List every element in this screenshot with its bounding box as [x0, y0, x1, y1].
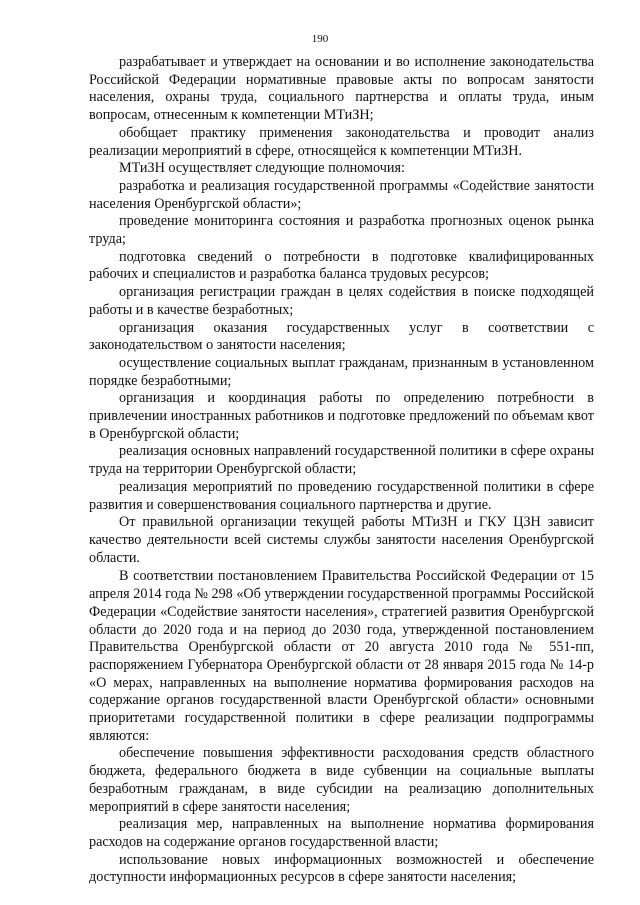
paragraph-practice-analysis: обобщает практику применения законодательства и проводит анализ реализации мероприятий в сфере, относящейся к компетенции МТиЗН. — [89, 124, 594, 159]
paragraph-labor-market-monitoring: проведение мониторинга состояния и разработка прогнозных оценок рынка труда; — [89, 213, 594, 248]
paragraph-labor-protection: реализация основных направлений государственной политики в сфере охраны труда на территории Оренбургской области; — [89, 443, 594, 478]
paragraph-powers-intro: МТиЗН осуществляет следующие полномочия: — [119, 160, 405, 177]
paragraph-public-services: организация оказания государственных услуг в соответствии с законодательством о занятости населения; — [89, 319, 594, 354]
paragraph-social-partnership: реализация мероприятий по проведению государственной политики в сфере развития и совершенствования социального партнерства и другие. — [89, 478, 594, 513]
paragraph-citizen-registration: организация регистрации граждан в целях содействия в поиске подходящей работы и в качестве безработных; — [89, 284, 594, 318]
paragraph-foreign-workers: организация и координация работы по определению потребности в привлечении иностранных работников и подготовке предложений по объемам квот в Оренбургской области; — [89, 390, 594, 442]
paragraph-priorities: В соответствии постановлением Правительства Российской Федерации от 15 апреля 2014 года № 298 «Об утверждении государственной программы Российской Федерации «Содействие занятости населения», стратегией развития Оренбургской области до 2020 года и на период до 2030 года, утвержденной постановлением Правительства Оренбургской области от 20 августа 2010 года № 551-пп, распоряжением Губернатора Оренбургской области от 28 января 2015 года № 14-р «О мерах, направленных на выполнение норматива формирования расходов на содержание органов государственной власти Оренбургской области» основными приоритетами государственной политики в сфере реализации подпрограммы являются: — [89, 568, 594, 744]
paragraph-budget-efficiency: обеспечение повышения эффективности расходования средств областного бюджета, федерального бюджета в виде субвенции на социальные выплаты безработным гражданам, в виде субсидии на реализацию дополнительных мероприятий в сфере занятости населения; — [89, 745, 594, 815]
paragraph-expense-norms: реализация мер, направленных на выполнение норматива формирования расходов на содержание органов государственной власти; — [89, 816, 594, 850]
paragraph-information-resources: использование новых информационных возможностей и обеспечение доступности информационных ресурсов в сфере занятости населения; — [89, 851, 594, 886]
paragraph-social-payments: осуществление социальных выплат гражданам, признанным в установленном порядке безработными; — [89, 354, 594, 389]
paragraph-workforce-balance: подготовка сведений о потребности в подготовке квалифицированных рабочих и специалистов и разработка баланса трудовых ресурсов; — [89, 248, 594, 283]
paragraph-powers-legislation: разрабатывает и утверждает на основании и во исполнение законодательства Российской Федерации нормативные правовые акты по вопросам занятости населения, охраны труда, социального партнерства и оплаты труда, иным вопросам, отнесенным к компетенции МТиЗН; — [89, 54, 594, 124]
paragraph-quality-of-work: От правильной организации текущей работы МТиЗН и ГКУ ЦЗН зависит качество деятельности всей системы службы занятости населения Оренбургской области. — [89, 514, 594, 566]
document-body — [89, 54, 594, 887]
paragraph-state-program: разработка и реализация государственной программы «Содействие занятости населения Оренбургской области»; — [89, 177, 594, 212]
page-number: 190 — [311, 33, 329, 45]
